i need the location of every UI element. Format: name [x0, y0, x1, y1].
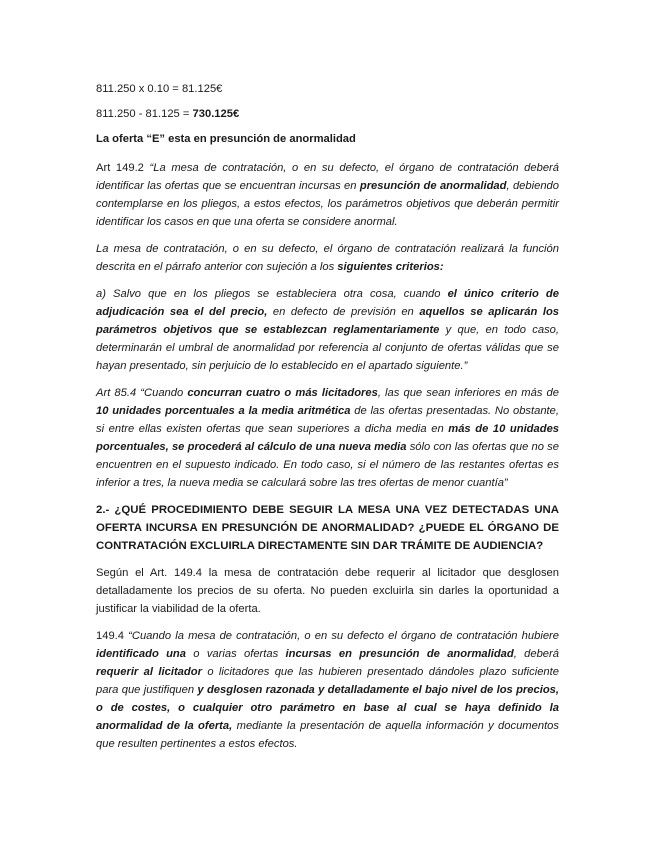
- calculation-line-2: [96, 105, 559, 123]
- quote-bold: el único criterio de adjudicación sea el del precio,: [96, 288, 559, 318]
- answer-paragraph: Según el Art. 149.4 la mesa de contratación debe requerir al licitador que desglosen detalladamente los precios de su oferta. No pueden excluirla sin darles la oportunidad a justificar la viabilidad de la oferta.: [96, 567, 559, 615]
- quote-text: y que, en todo caso, determinarán el umbral de anormalidad por referencia al conjunto de ofertas válidas que se hayan presentado, sin perjuicio de lo establecido en el apartado siguiente.”: [96, 324, 559, 372]
- quote-text: o varias ofertas: [185, 648, 286, 660]
- quote-text: , debiendo contemplarse en los pliegos, a estos efectos, los parámetros objetivos que deberán permitir identificar los casos en que una oferta se considere anormal.: [96, 180, 559, 228]
- quote-bold: requerir al licitador: [96, 666, 202, 678]
- article-149-2-paragraph: [96, 159, 559, 231]
- article-149-4-paragraph: [96, 627, 559, 753]
- offer-e-heading: La oferta “E” esta en presunción de anormalidad: [96, 133, 356, 145]
- quote-text: , deberá: [513, 648, 559, 660]
- calculation-result: 730.125€: [192, 108, 240, 120]
- quote-text: de las ofertas presentadas. No obstante, si entre ellas existen ofertas que sean superiores a dicha media en: [96, 405, 559, 435]
- quote-bold: y desglosen razonada y detalladamente el bajo nivel de los precios, o de costes, o cualquier otro parámetro en base al cual se haya definido la anormalidad de la oferta,: [96, 684, 559, 732]
- quote-bold: identificado una: [96, 648, 186, 660]
- quote-bold: presunción de anormalidad: [359, 180, 507, 192]
- quote-bold: concurran cuatro o más licitadores: [187, 387, 378, 399]
- calculation-expression: 811.250 - 81.125 =: [96, 108, 193, 120]
- quote-bold: más de 10 unidades porcentuales, se procederá al cálculo de una nueva media: [96, 423, 560, 453]
- article-85-4-paragraph: [96, 384, 559, 492]
- quote-text: La mesa de contratación, o en su defecto, el órgano de contratación realizará la función descrita en el párrafo anterior con sujeción a los: [96, 243, 559, 273]
- criterion-a-paragraph: [96, 285, 559, 375]
- quote-bold: 10 unidades porcentuales a la media aritmética: [96, 405, 351, 417]
- section-2-heading: 2.- ¿QUÉ PROCEDIMIENTO DEBE SEGUIR LA MESA UNA VEZ DETECTADAS UNA OFERTA INCURSA EN PRESUNCIÓN DE ANORMALIDAD? ¿PUEDE EL ÓRGANO DE CONTRATACIÓN EXCLUIRLA DIRECTAMENTE SIN DAR TRÁMITE DE AUDIENCIA?: [96, 504, 559, 552]
- quote-bold: incursas en presunción de anormalidad: [285, 648, 514, 660]
- quote-text: Art 85.4 “Cuando: [96, 387, 188, 399]
- criteria-paragraph: [96, 240, 559, 276]
- quote-text: “Cuando la mesa de contratación, o en su defecto el órgano de contratación hubiere: [128, 630, 559, 642]
- article-ref: 149.4: [96, 630, 129, 642]
- quote-text: , las que sean inferiores en más de: [377, 387, 559, 399]
- quote-text: mediante la presentación de aquella información y documentos que resulten pertinentes a estos efectos.: [96, 720, 559, 750]
- article-ref: Art 149.2: [96, 162, 150, 174]
- quote-bold: siguientes criterios:: [337, 261, 444, 273]
- quote-text: sólo con las ofertas que no se encuentren en el supuesto indicado. En todo caso, si el número de las restantes ofertas es inferior a tres, la nueva media se calculará sobre las tres ofertas de menor cuantía”: [96, 441, 559, 489]
- calculation-line-1: 811.250 x 0.10 = 81.125€: [96, 83, 223, 95]
- quote-text: “La mesa de contratación, o en su defecto, el órgano de contratación deberá identificar las ofertas que se encuentran incursas en: [96, 162, 559, 192]
- quote-bold: aquellos se aplicarán los parámetros objetivos que se establezcan reglamentariamente: [96, 306, 560, 336]
- quote-text: en defecto de previsión en: [267, 306, 420, 318]
- quote-text: o licitadores que las hubieren presentado dándoles plazo suficiente para que justifiquen: [96, 666, 559, 696]
- quote-text: a) Salvo que en los pliegos se estableciera otra cosa, cuando: [96, 288, 448, 300]
